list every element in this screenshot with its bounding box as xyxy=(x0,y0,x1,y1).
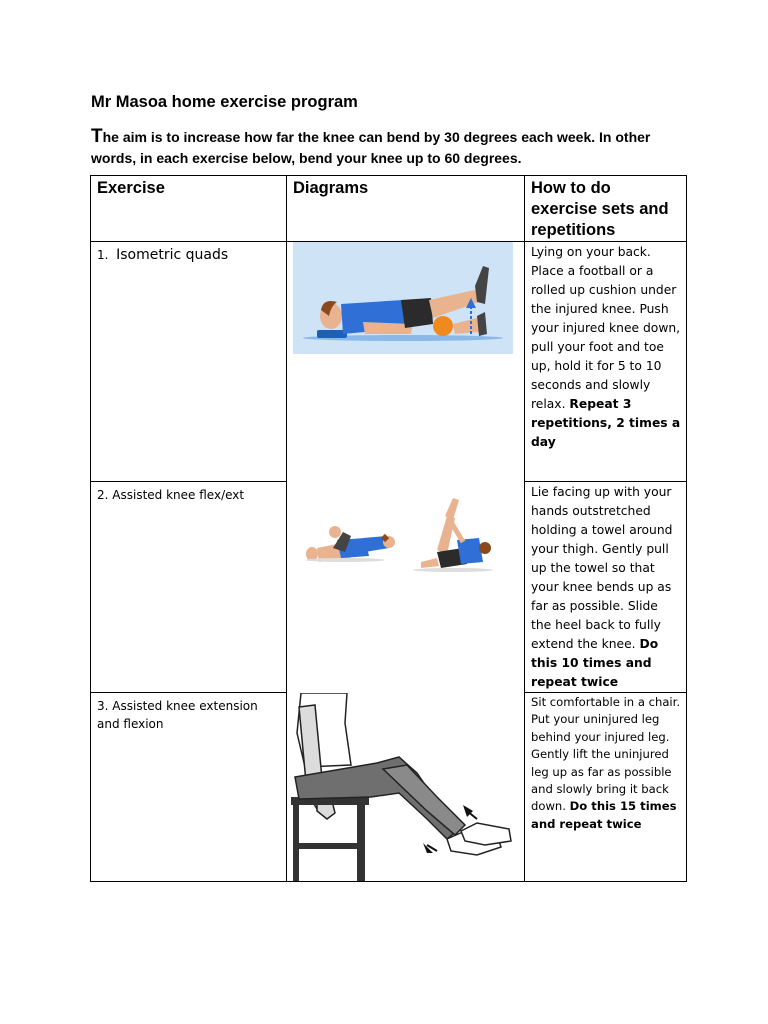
instructions-cell xyxy=(525,482,687,693)
intro-first-letter: T xyxy=(91,126,103,147)
assisted-knee-flex-diagram xyxy=(287,486,524,586)
instructions-bold: Do this 10 times and repeat twice xyxy=(531,637,659,689)
header-how-to: How to do exercise sets and repetitions xyxy=(525,176,687,242)
page-title: Mr Masoa home exercise program xyxy=(91,93,358,111)
exercise-number: 1. xyxy=(97,248,109,262)
figure-flexed-small xyxy=(305,526,395,562)
instructions-cell xyxy=(525,242,687,482)
table-header-row xyxy=(91,176,687,242)
instructions-bold: Do this 15 times and repeat twice xyxy=(531,799,677,831)
exercise-name: Isometric quads xyxy=(116,247,229,263)
table-row xyxy=(91,693,687,882)
header-exercise: Exercise xyxy=(91,176,287,242)
exercise-name-cell xyxy=(91,693,287,882)
exercise-name-cell xyxy=(91,242,287,482)
table-row xyxy=(91,242,687,482)
diagram-cell xyxy=(287,242,525,482)
header-diagrams: Diagrams xyxy=(287,176,525,242)
table-row xyxy=(91,482,687,693)
intro-text: he aim is to increase how far the knee can bend by 30 degrees each week. In other words, in each exercise below, bend your knee up to 60 degrees. xyxy=(91,129,651,166)
instructions-text: Lying on your back. Place a football or a rolled up cushion under the injured knee. Push your injured knee down, pull your foot and toe up, hold it for 5 to 10 seconds and slowly relax. xyxy=(531,245,681,411)
instructions-text: Sit comfortable in a chair. Put your uninjured leg behind your injured leg. Gently lift the uninjured leg up as far as possible and slowly bring it back down. xyxy=(531,695,681,814)
instructions-cell xyxy=(525,693,687,882)
diagram-cell xyxy=(287,482,525,693)
exercise-name: Assisted knee flex/ext xyxy=(112,488,245,502)
exercise-number: 3. xyxy=(97,699,109,713)
exercise-number: 2. xyxy=(97,488,109,502)
exercise-name: Assisted knee extension and flexion xyxy=(97,699,258,731)
seated-knee-extension-diagram xyxy=(287,693,524,881)
isometric-quads-diagram xyxy=(293,242,513,354)
exercise-table xyxy=(90,175,687,882)
instructions-bold: Repeat 3 repetitions, 2 times a day xyxy=(531,397,681,449)
exercise-name-cell xyxy=(91,482,287,693)
instructions-text: Lie facing up with your hands outstretched holding a towel around your thigh. Gently pull up the towel so that your knee bends up as far as possible. Slide the heel back to fully extend the knee. xyxy=(531,485,673,651)
figure-raised-leg xyxy=(413,488,493,583)
diagram-cell xyxy=(287,693,525,882)
intro-paragraph xyxy=(91,126,691,169)
